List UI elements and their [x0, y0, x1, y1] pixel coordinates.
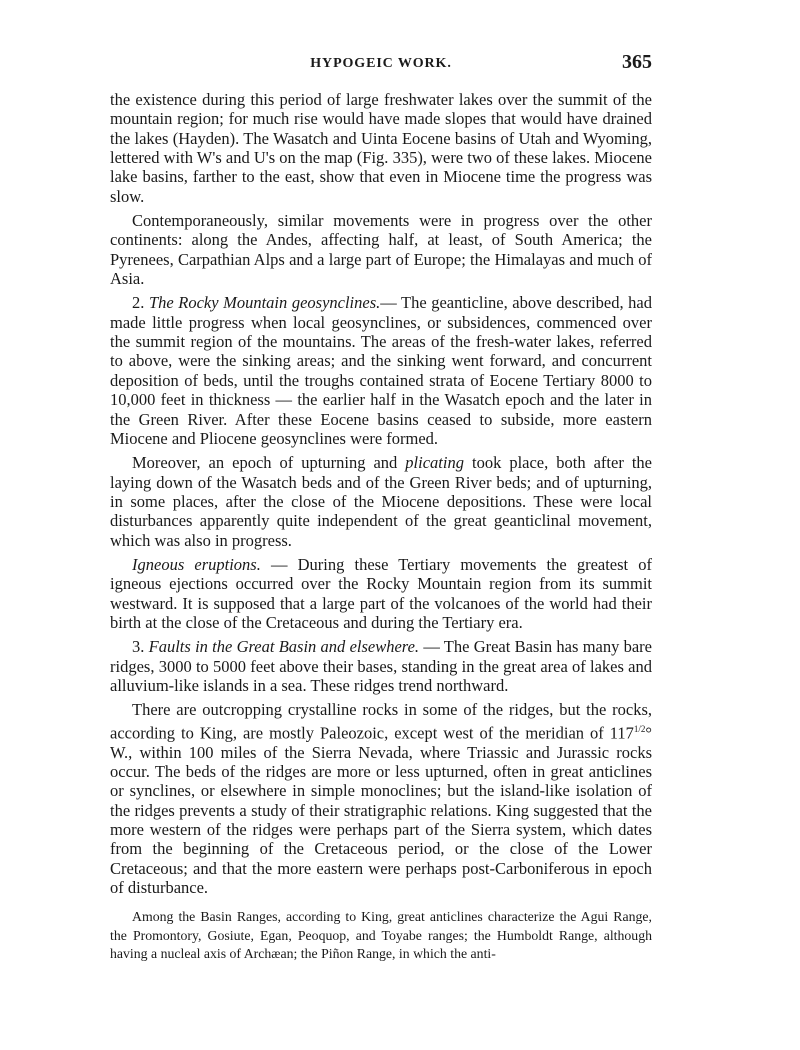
- fraction: 1/2: [633, 723, 646, 734]
- paragraph-igneous-eruptions: [110, 555, 652, 632]
- paragraph-text: — The Great Basin has many bare ridges, 3000 to 5000 feet above their bases, standing in the great area of lakes and alluvium-like islands in a sea. These ridges trend northward.: [110, 637, 652, 695]
- paragraph-lake-basins: the existence during this period of large freshwater lakes over the summit of the mountain region; for much rise would have made slopes that would have drained the lakes (Hayden). The Wasatch and Uinta Eocene basins of Utah and Wyoming, lettered with W's and U's on the map (Fig. 335), were two of these lakes. Miocene lake basins, farther to the east, show that even in Miocene time the progress was slow.: [110, 90, 652, 206]
- section-heading: Igneous eruptions.: [132, 554, 261, 574]
- section-number: 3.: [132, 637, 145, 657]
- paragraph-upturning-plicating: [110, 453, 652, 550]
- paragraph-text: Moreover, an epoch of upturning and: [132, 453, 406, 473]
- body-text: [110, 90, 652, 969]
- paragraph-text: There are outcropping crystalline rocks in some of the ridges, but the rocks, according to King, are mostly Paleozoic, except west of the meridian of 117: [110, 700, 652, 743]
- paragraph-contemporaneous-movements: Contemporaneously, similar movements were in progress over the other continents: along the Andes, affecting half, at least, of South America; the Pyrenees, Carpathian Alps and a large part of Europe; the Himalayas and much of Asia.: [110, 211, 652, 289]
- section-number: 2.: [132, 293, 145, 313]
- emphasis-term: plicating: [405, 453, 464, 473]
- paragraph-text: took place, both after the laying down of the Wasatch beds and of the Green River beds; and of upturning, in some places, after the close of the Miocene depositions. These were local disturbances apparently quite independent of the great geanticlinal movement, which was also in progress.: [110, 453, 652, 550]
- section-heading: Faults in the Great Basin and elsewhere.: [148, 637, 420, 657]
- paragraph-crystalline-rocks: [110, 700, 652, 897]
- section-heading: The Rocky Mountain geosynclines.: [148, 293, 381, 313]
- paragraph-text: ° W., within 100 miles of the Sierra Nevada, where Triassic and Jurassic rocks occur. The beds of the ridges are more or less upturned, often in great anticlines or synclines, or elsewhere in simple monoclines; but the island-like isolation of the ridges prevents a study of their stratigraphic relations. King suggested that the more western of the ridges were perhaps part of the Sierra system, which dates from the beginning of the Cretaceous period, or the close of the Lower Cretaceous; and that the more eastern were perhaps post-Carboniferous in epoch of disturbance.: [110, 723, 652, 897]
- paragraph-text: — During these Tertiary movements the greatest of igneous ejections occurred over the Rocky Mountain region from its summit westward. It is supposed that a large part of the volcanoes of the world had their birth at the close of the Cretaceous and during the Tertiary era.: [110, 554, 653, 632]
- page-header: [110, 50, 652, 76]
- small-print-note: Among the Basin Ranges, according to King, great anticlines characterize the Agui Range, the Promontory, Gosiute, Egan, Peoquop, and Toyabe ranges; the Humboldt Range, although having a nucleal axis of Archæan; the Piñon Range, in which the anti-: [110, 909, 652, 962]
- paragraph-rocky-mountain-geosynclines: [110, 293, 652, 448]
- paragraph-text: — The geanticline, above described, had made little progress when local geosynclines, or subsidences, commenced over the summit region of the mountains. The areas of the fresh-water lakes, referred to above, were the sinking areas; and the sinking went forward, and concurrent deposition of beds, until the troughs contained strata of Eocene Tertiary 8000 to 10,000 feet in thickness — the earlier half in the Wasatch epoch and the later in the Green River. After these Eocene basins ceased to subside, more eastern Miocene and Pliocene geosynclines were formed.: [110, 293, 652, 448]
- running-head: HYPOGEIC WORK.: [310, 56, 452, 71]
- paragraph-great-basin-faults: [110, 637, 652, 695]
- page-number: 365: [622, 51, 652, 73]
